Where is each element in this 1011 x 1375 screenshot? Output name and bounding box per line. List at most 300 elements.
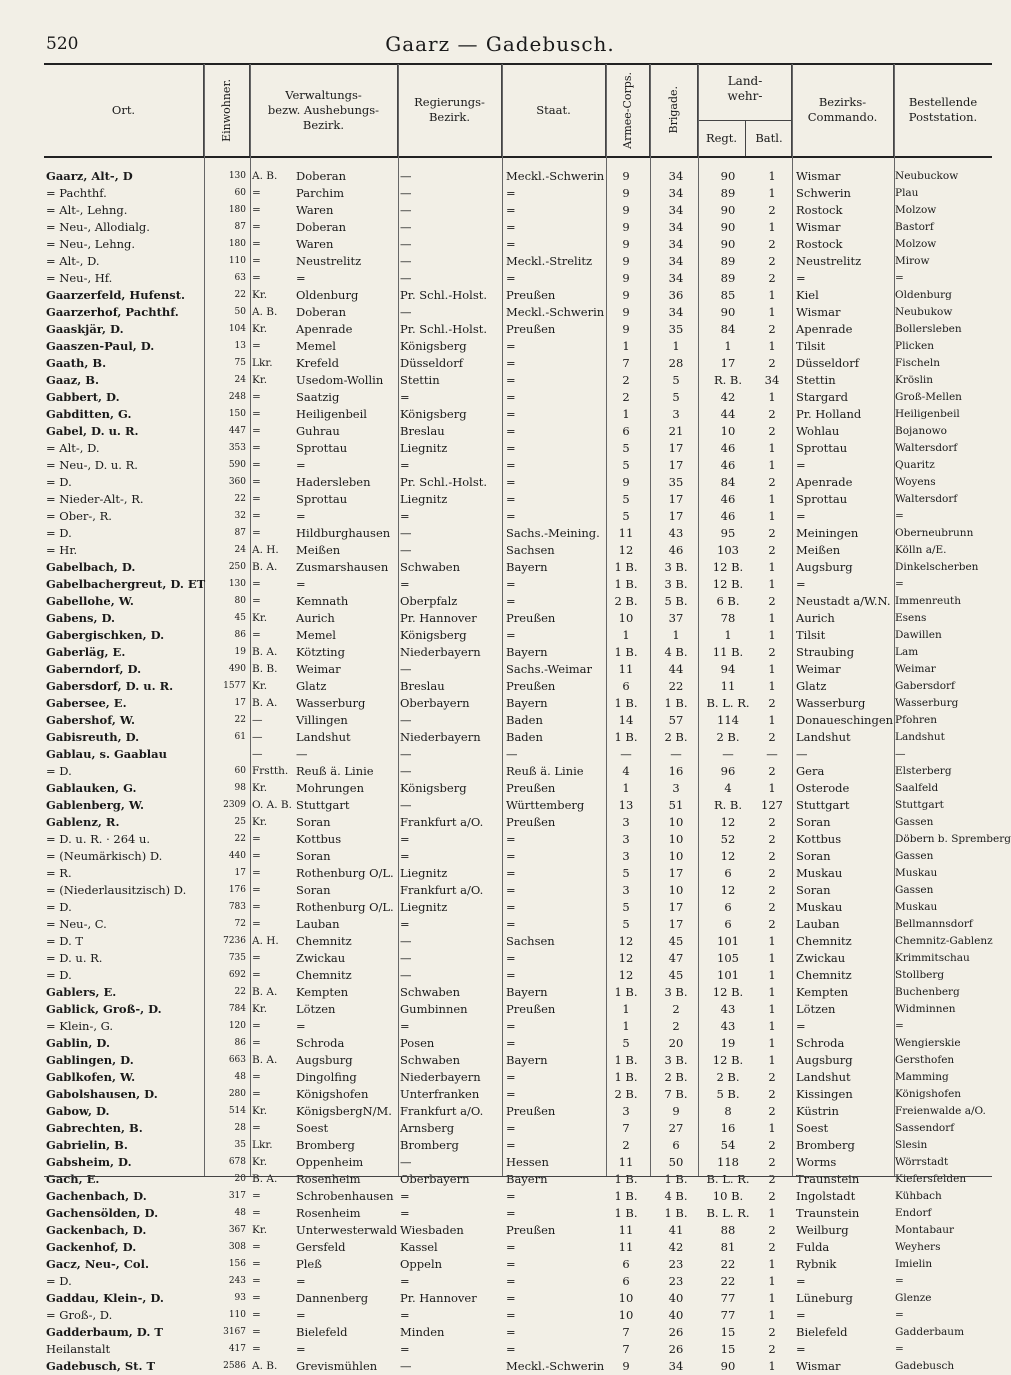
verwaltung-type-cell: Kr. <box>252 374 268 386</box>
einwohner-cell: 514 <box>228 1106 246 1116</box>
regiment-cell: 5 B. <box>716 1087 740 1101</box>
table-row <box>44 304 992 321</box>
brigade-cell: 1 B. <box>664 1172 688 1186</box>
poststation-cell: Wasserburg <box>895 697 959 709</box>
verwaltung-cell: Zwickau <box>296 951 346 965</box>
verwaltung-type-cell: B. A. <box>252 1054 278 1066</box>
poststation-cell: Freienwalde a/O. <box>895 1105 986 1117</box>
armee-corps-cell: 1 B. <box>614 1172 638 1186</box>
verwaltung-type-cell: A. H. <box>252 935 279 947</box>
bezirks-commando-cell: Tilsit <box>796 339 826 353</box>
bezirks-commando-cell: Rostock <box>796 203 843 217</box>
bezirks-commando-cell: Zwickau <box>796 951 846 965</box>
regiment-cell: 6 B. <box>716 594 740 608</box>
verwaltung-type-cell: = <box>252 1326 261 1338</box>
staat-cell: = <box>506 186 516 200</box>
verwaltung-cell: Meißen <box>296 543 341 557</box>
brigade-cell: 17 <box>668 492 684 506</box>
poststation-cell: Sassendorf <box>895 1122 955 1134</box>
brigade-cell: 35 <box>668 475 684 489</box>
staat-cell: = <box>506 1019 516 1033</box>
regiment-cell: 46 <box>720 458 736 472</box>
verwaltung-type-cell: = <box>252 493 261 505</box>
poststation-cell: Krimmitschau <box>895 952 970 964</box>
staat-cell: = <box>506 1240 516 1254</box>
poststation-cell: Stollberg <box>895 969 945 981</box>
bezirks-commando-cell: Neustadt a/W.N. <box>796 594 891 608</box>
regierung-cell: Königsberg <box>400 339 467 353</box>
bezirks-commando-cell: Glatz <box>796 679 827 693</box>
regiment-cell: 2 B. <box>716 1070 740 1084</box>
regierung-cell: — <box>400 951 412 965</box>
bezirks-commando-cell: Stuttgart <box>796 798 850 812</box>
brigade-cell: 2 <box>672 1019 680 1033</box>
brigade-cell: 23 <box>668 1257 684 1271</box>
staat-cell: Sachs.-Meining. <box>506 526 600 540</box>
staat-cell: = <box>506 1274 516 1288</box>
staat-cell: Preußen <box>506 288 556 302</box>
staat-cell: = <box>506 968 516 982</box>
brigade-cell: 3 <box>672 781 680 795</box>
einwohner-cell: 440 <box>228 851 246 861</box>
table-row <box>44 576 992 593</box>
regierung-cell: — <box>400 186 412 200</box>
bezirks-commando-cell: Schwerin <box>796 186 851 200</box>
regiment-cell: 6 <box>724 900 732 914</box>
verwaltung-type-cell: = <box>252 918 261 930</box>
staat-cell: Preußen <box>506 611 556 625</box>
regiment-cell: 44 <box>720 407 736 421</box>
verwaltung-cell: Oldenburg <box>296 288 359 302</box>
header-post: Bestellende Poststation. <box>908 95 978 124</box>
verwaltung-cell: = <box>296 458 306 472</box>
regiment-cell: 12 <box>720 849 736 863</box>
regierung-cell: — <box>400 526 412 540</box>
poststation-cell: — <box>895 748 906 760</box>
verwaltung-cell: Chemnitz <box>296 968 352 982</box>
regiment-cell: 90 <box>720 220 736 234</box>
brigade-cell: 7 B. <box>664 1087 688 1101</box>
einwohner-cell: 250 <box>228 562 246 572</box>
verwaltung-cell: Saatzig <box>296 390 340 404</box>
ort-cell: Gabens, D. <box>46 611 116 625</box>
bataillon-cell: 34 <box>764 373 780 387</box>
staat-cell: = <box>506 203 516 217</box>
regiment-cell: 118 <box>717 1155 739 1169</box>
regiment-cell: 101 <box>717 968 739 982</box>
ort-cell: Gabolshausen, D. <box>46 1087 158 1101</box>
table-row <box>44 219 992 236</box>
regierung-cell: Liegnitz <box>400 900 448 914</box>
verwaltung-cell: Aurich <box>296 611 335 625</box>
verwaltung-cell: Kottbus <box>296 832 342 846</box>
verwaltung-type-cell: = <box>252 578 261 590</box>
table-row <box>44 457 992 474</box>
bezirks-commando-cell: Kiel <box>796 288 819 302</box>
table-row <box>44 542 992 559</box>
verwaltung-cell: Hildburghausen <box>296 526 391 540</box>
einwohner-cell: 180 <box>228 205 246 215</box>
staat-cell: Preußen <box>506 815 556 829</box>
staat-cell: = <box>506 1138 516 1152</box>
brigade-cell: 10 <box>668 815 684 829</box>
bataillon-cell: 2 <box>768 543 776 557</box>
staat-cell: = <box>506 917 516 931</box>
verwaltung-type-cell: B. A. <box>252 561 278 573</box>
poststation-cell: Muskau <box>895 901 938 913</box>
verwaltung-type-cell: A. B. <box>252 306 278 318</box>
bataillon-cell: 1 <box>768 1291 776 1305</box>
table-row <box>44 1205 992 1222</box>
verwaltung-cell: Dingolfing <box>296 1070 357 1084</box>
verwaltung-type-cell: = <box>252 391 261 403</box>
staat-cell: = <box>506 628 516 642</box>
bataillon-cell: 1 <box>768 1274 776 1288</box>
verwaltung-type-cell: = <box>252 850 261 862</box>
regierung-cell: — <box>400 934 412 948</box>
poststation-cell: Dawillen <box>895 629 942 641</box>
verwaltung-cell: Lauban <box>296 917 340 931</box>
armee-corps-cell: 5 <box>622 1036 630 1050</box>
poststation-cell: Wörrstadt <box>895 1156 949 1168</box>
header-brigade: Brigade. <box>667 86 680 134</box>
bataillon-cell: 127 <box>761 798 783 812</box>
poststation-cell: Kölln a/E. <box>895 544 947 556</box>
ort-cell: Gabisreuth, D. <box>46 730 140 744</box>
armee-corps-cell: 1 B. <box>614 560 638 574</box>
regiment-cell: 89 <box>720 271 736 285</box>
poststation-cell: Mamming <box>895 1071 949 1083</box>
regiment-cell: 42 <box>720 390 736 404</box>
bataillon-cell: 1 <box>768 1053 776 1067</box>
brigade-cell: 20 <box>668 1036 684 1050</box>
verwaltung-type-cell: — <box>252 748 263 760</box>
bezirks-commando-cell: Augsburg <box>796 560 853 574</box>
table-row <box>44 950 992 967</box>
bezirks-commando-cell: Worms <box>796 1155 837 1169</box>
staat-cell: = <box>506 339 516 353</box>
brigade-cell: 47 <box>668 951 684 965</box>
table-row <box>44 1239 992 1256</box>
header-batl: Batl. <box>746 120 792 156</box>
regierung-cell: Oberbayern <box>400 696 470 710</box>
brigade-cell: 2 B. <box>664 730 688 744</box>
poststation-cell: Wengierskie <box>895 1037 961 1049</box>
bataillon-cell: — <box>766 747 778 761</box>
regierung-cell: Pr. Hannover <box>400 1291 477 1305</box>
table-row <box>44 1273 992 1290</box>
table-row <box>44 695 992 712</box>
header-regierung: Regierungs- Bezirk. <box>398 64 502 156</box>
brigade-cell: 34 <box>668 203 684 217</box>
ort-cell: = D. u. R. · 264 u. <box>46 832 151 846</box>
table-row <box>44 372 992 389</box>
bezirks-commando-cell: Apenrade <box>796 475 853 489</box>
regierung-cell: Gumbinnen <box>400 1002 468 1016</box>
regiment-cell: 2 B. <box>716 730 740 744</box>
verwaltung-type-cell: A. H. <box>252 544 279 556</box>
armee-corps-cell: 9 <box>622 169 630 183</box>
bataillon-cell: 2 <box>768 1223 776 1237</box>
verwaltung-cell: Mohrungen <box>296 781 364 795</box>
bezirks-commando-cell: = <box>796 271 806 285</box>
regierung-cell: — <box>400 237 412 251</box>
verwaltung-cell: Unterwesterwald <box>296 1223 398 1237</box>
poststation-cell: Elsterberg <box>895 765 952 777</box>
ort-cell: Gaaszen-Paul, D. <box>46 339 155 353</box>
table-row <box>44 627 992 644</box>
brigade-cell: 1 B. <box>664 1206 688 1220</box>
armee-corps-cell: 2 <box>622 390 630 404</box>
einwohner-cell: 87 <box>234 528 246 538</box>
header-armee: Armee-Corps. <box>621 71 634 149</box>
table-row <box>44 984 992 1001</box>
poststation-cell: = <box>895 1343 904 1355</box>
verwaltung-type-cell: = <box>252 1241 261 1253</box>
regierung-cell: Breslau <box>400 424 445 438</box>
regiment-cell: 8 <box>724 1104 732 1118</box>
brigade-cell: 42 <box>668 1240 684 1254</box>
verwaltung-type-cell: Kr. <box>252 289 268 301</box>
bezirks-commando-cell: Osterode <box>796 781 850 795</box>
poststation-cell: Neubukow <box>895 306 953 318</box>
poststation-cell: Weimar <box>895 663 936 675</box>
regierung-cell: Bromberg <box>400 1138 459 1152</box>
poststation-cell: Königshofen <box>895 1088 962 1100</box>
bataillon-cell: 1 <box>768 169 776 183</box>
bataillon-cell: 2 <box>768 764 776 778</box>
bezirks-commando-cell: Soran <box>796 849 831 863</box>
brigade-cell: 2 B. <box>664 1070 688 1084</box>
regierung-cell: — <box>400 271 412 285</box>
verwaltung-type-cell: A. B. <box>252 170 278 182</box>
regierung-cell: Minden <box>400 1325 445 1339</box>
einwohner-cell: 22 <box>234 494 246 504</box>
brigade-cell: 23 <box>668 1274 684 1288</box>
poststation-cell: Gadebusch <box>895 1360 955 1372</box>
poststation-cell: Mirow <box>895 255 930 267</box>
table-row <box>44 508 992 525</box>
ort-cell: = Klein-, G. <box>46 1019 114 1033</box>
einwohner-cell: 87 <box>234 222 246 232</box>
ort-cell: = Neu-, Hf. <box>46 271 113 285</box>
brigade-cell: 1 <box>672 339 680 353</box>
bezirks-commando-cell: = <box>796 577 806 591</box>
armee-corps-cell: 1 B. <box>614 577 638 591</box>
regiment-cell: 1 <box>724 628 732 642</box>
staat-cell: = <box>506 458 516 472</box>
armee-corps-cell: 9 <box>622 186 630 200</box>
verwaltung-type-cell: = <box>252 1020 261 1032</box>
bataillon-cell: 2 <box>768 1172 776 1186</box>
armee-corps-cell: 6 <box>622 424 630 438</box>
poststation-cell: = <box>895 272 904 284</box>
regierung-cell: Schwaben <box>400 1053 460 1067</box>
poststation-cell: Saalfeld <box>895 782 939 794</box>
poststation-cell: = <box>895 510 904 522</box>
bezirks-commando-cell: Landshut <box>796 730 851 744</box>
poststation-cell: Gassen <box>895 884 934 896</box>
bezirks-commando-cell: Düsseldorf <box>796 356 859 370</box>
einwohner-cell: 678 <box>228 1157 246 1167</box>
armee-corps-cell: 9 <box>622 305 630 319</box>
table-row <box>44 1018 992 1035</box>
header-staat: Staat. <box>502 64 606 156</box>
regierung-cell: Pr. Schl.-Holst. <box>400 475 488 489</box>
table-row <box>44 1154 992 1171</box>
table-row <box>44 338 992 355</box>
table-row <box>44 491 992 508</box>
bataillon-cell: 1 <box>768 968 776 982</box>
staat-cell: Preußen <box>506 781 556 795</box>
regiment-cell: 95 <box>720 526 736 540</box>
regierung-cell: — <box>400 254 412 268</box>
armee-corps-cell: 3 <box>622 883 630 897</box>
einwohner-cell: 17 <box>234 868 246 878</box>
bataillon-cell: 1 <box>768 220 776 234</box>
einwohner-cell: 20 <box>234 1174 246 1184</box>
brigade-cell: 17 <box>668 509 684 523</box>
poststation-cell: Bellmannsdorf <box>895 918 973 930</box>
verwaltung-cell: Stuttgart <box>296 798 350 812</box>
bezirks-commando-cell: Chemnitz <box>796 968 852 982</box>
armee-corps-cell: 10 <box>618 611 634 625</box>
bataillon-cell: 1 <box>768 305 776 319</box>
armee-corps-cell: 11 <box>618 1240 634 1254</box>
poststation-cell: Quaritz <box>895 459 935 471</box>
verwaltung-type-cell: Kr. <box>252 1156 268 1168</box>
einwohner-cell: 176 <box>228 885 246 895</box>
staat-cell: = <box>506 1291 516 1305</box>
ort-cell: = D. <box>46 968 72 982</box>
einwohner-cell: 28 <box>234 1123 246 1133</box>
regierung-cell: = <box>400 390 410 404</box>
einwohner-cell: 50 <box>234 307 246 317</box>
armee-corps-cell: 12 <box>618 951 634 965</box>
bezirks-commando-cell: Rybnik <box>796 1257 837 1271</box>
table-row <box>44 746 992 763</box>
staat-cell: = <box>506 509 516 523</box>
regiment-cell: 96 <box>720 764 736 778</box>
poststation-cell: Landshut <box>895 731 945 743</box>
regiment-cell: 6 <box>724 917 732 931</box>
einwohner-cell: 110 <box>228 1310 246 1320</box>
bezirks-commando-cell: Neustrelitz <box>796 254 862 268</box>
verwaltung-type-cell: = <box>252 1207 261 1219</box>
ort-cell: = D. <box>46 900 72 914</box>
regierung-cell: Pr. Schl.-Holst. <box>400 288 488 302</box>
staat-cell: Württemberg <box>506 798 585 812</box>
ort-cell: Gachensölden, D. <box>46 1206 159 1220</box>
table-row <box>44 1069 992 1086</box>
armee-corps-cell: 6 <box>622 1274 630 1288</box>
armee-corps-cell: 1 <box>622 781 630 795</box>
regiment-cell: 52 <box>720 832 736 846</box>
bezirks-commando-cell: Wismar <box>796 305 841 319</box>
verwaltung-cell: Schrobenhausen <box>296 1189 394 1203</box>
bataillon-cell: 2 <box>768 526 776 540</box>
verwaltung-cell: Rothenburg O/L. <box>296 900 394 914</box>
ort-cell: Gach, E. <box>46 1172 100 1186</box>
regiment-cell: R. B. <box>713 798 743 812</box>
regiment-cell: 12 <box>720 883 736 897</box>
verwaltung-cell: Soran <box>296 883 331 897</box>
table-row <box>44 729 992 746</box>
verwaltung-type-cell: = <box>252 1275 261 1287</box>
verwaltung-cell: Parchim <box>296 186 345 200</box>
ort-cell: = D. <box>46 526 72 540</box>
regierung-cell: — <box>400 662 412 676</box>
table-row <box>44 848 992 865</box>
regiment-cell: 22 <box>720 1274 736 1288</box>
staat-cell: = <box>506 1257 516 1271</box>
ort-cell: = Groß-, D. <box>46 1308 113 1322</box>
einwohner-cell: 13 <box>234 341 246 351</box>
regiment-cell: 84 <box>720 322 736 336</box>
ort-cell: Gabbert, D. <box>46 390 120 404</box>
regierung-cell: Kassel <box>400 1240 438 1254</box>
verwaltung-cell: Wasserburg <box>296 696 366 710</box>
table-row <box>44 593 992 610</box>
table-row <box>44 1324 992 1341</box>
verwaltung-type-cell: = <box>252 238 261 250</box>
bezirks-commando-cell: Donaueschingen <box>796 713 894 727</box>
verwaltung-cell: Augsburg <box>296 1053 353 1067</box>
armee-corps-cell: 13 <box>618 798 634 812</box>
verwaltung-type-cell: = <box>252 1258 261 1270</box>
poststation-cell: Waltersdorf <box>895 442 958 454</box>
regiment-cell: 12 B. <box>712 1053 744 1067</box>
ort-cell: Gablin, D. <box>46 1036 110 1050</box>
armee-corps-cell: 12 <box>618 968 634 982</box>
brigade-cell: 3 B. <box>664 985 688 999</box>
staat-cell: = <box>506 1121 516 1135</box>
regierung-cell: — <box>400 798 412 812</box>
bezirks-commando-cell: Aurich <box>796 611 835 625</box>
verwaltung-type-cell: = <box>252 1088 261 1100</box>
verwaltung-cell: Königshofen <box>296 1087 369 1101</box>
armee-corps-cell: 9 <box>622 220 630 234</box>
verwaltung-cell: Sprottau <box>296 492 348 506</box>
armee-corps-cell: 5 <box>622 441 630 455</box>
staat-cell: = <box>506 1206 516 1220</box>
bataillon-cell: 2 <box>768 322 776 336</box>
armee-corps-cell: 5 <box>622 509 630 523</box>
regierung-cell: Schwaben <box>400 985 460 999</box>
table-row <box>44 712 992 729</box>
regiment-cell: 85 <box>720 288 736 302</box>
ort-cell: = D. <box>46 764 72 778</box>
brigade-cell: 10 <box>668 832 684 846</box>
einwohner-cell: 308 <box>228 1242 246 1252</box>
staat-cell: Meckl.-Schwerin <box>506 305 605 319</box>
einwohner-cell: 19 <box>234 647 246 657</box>
verwaltung-cell: Glatz <box>296 679 327 693</box>
einwohner-cell: 110 <box>228 256 246 266</box>
table-row <box>44 1171 992 1188</box>
bataillon-cell: 1 <box>768 951 776 965</box>
ort-cell: Gablingen, D. <box>46 1053 134 1067</box>
bataillon-cell: 1 <box>768 662 776 676</box>
poststation-cell: Gersthofen <box>895 1054 955 1066</box>
verwaltung-type-cell: A. B. <box>252 1360 278 1372</box>
einwohner-cell: 353 <box>228 443 246 453</box>
brigade-cell: 4 B. <box>664 1189 688 1203</box>
brigade-cell: 9 <box>672 1104 680 1118</box>
bataillon-cell: 2 <box>768 1087 776 1101</box>
bezirks-commando-cell: Meiningen <box>796 526 859 540</box>
bataillon-cell: 1 <box>768 458 776 472</box>
